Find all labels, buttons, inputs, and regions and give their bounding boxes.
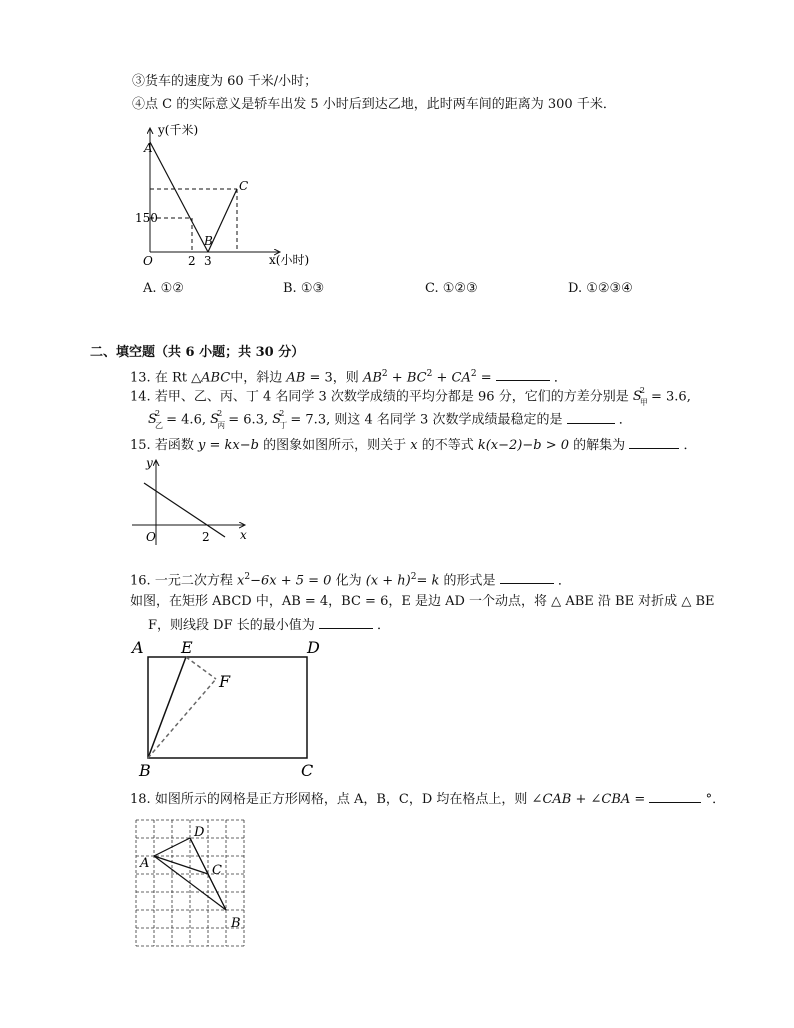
label-c: C	[301, 761, 314, 780]
answer-blank-18[interactable]	[649, 802, 701, 803]
q12-graph	[135, 122, 358, 272]
label-e: E	[181, 638, 193, 657]
label-d: D	[194, 825, 205, 840]
tick-2: 2	[188, 254, 196, 268]
tick-3: 3	[204, 254, 212, 268]
tick-2: 2	[202, 530, 210, 544]
label-c: C	[212, 863, 222, 878]
question-15: 15. 若函数 y = kx−b 的图象如图所示，则关于 x 的不等式 k(x−2)−b > 0 的解集为 ．	[130, 438, 697, 453]
option-c[interactable]: C. ①②③	[425, 281, 478, 296]
answer-blank-16[interactable]	[500, 583, 554, 584]
x-label: x(小时)	[269, 253, 310, 267]
answer-blank-13[interactable]	[496, 380, 550, 381]
question-17-line-2: F，则线段 DF 长的最小值为 ．	[148, 618, 391, 633]
segment-ef	[186, 657, 216, 679]
y-label: y(千米)	[158, 123, 199, 137]
section-title: 二、填空题（共 6 小题；共 30 分）	[90, 345, 305, 360]
question-14-line-2: S 2 乙 = 4.6, S 2 丙 = 6.3, S 2 丁 = 7.3, 则这 4 名同学 3 次数学成绩最稳定的是 ．	[148, 409, 632, 430]
label-f: F	[219, 672, 231, 691]
line-ab	[150, 142, 208, 252]
question-13: 13. 在 Rt △ABC中，斜边 AB = 3，则 $AB^2 + BC^2 + CA^2$ = ．	[130, 369, 567, 386]
point-a: A	[144, 141, 153, 155]
label-a: A	[132, 638, 144, 657]
answer-blank-17[interactable]	[319, 628, 373, 629]
segment-be	[148, 657, 186, 758]
y-label: y	[146, 456, 153, 470]
option-a[interactable]: A. ①②	[143, 281, 184, 296]
point-c: C	[239, 179, 249, 193]
q15-graph	[130, 455, 260, 550]
label-d: D	[307, 638, 320, 657]
question-17-line-1: 如图，在矩形 ABCD 中，AB = 4，BC = 6，E 是边 AD 一个动点，将 △ ABE 沿 BE 对折成 △ BE	[130, 594, 715, 609]
question-16: 16. 一元二次方程 $x^2-6x + 5 = 0$ 化为 $(x + h)^2= k$ 的形式是 ．	[130, 572, 571, 589]
label-b: B	[139, 761, 151, 780]
label-a: A	[140, 856, 150, 871]
answer-blank-14[interactable]	[567, 423, 615, 424]
q17-figure	[128, 638, 328, 783]
q18-grid-figure	[128, 812, 263, 957]
x-label: x	[240, 528, 247, 542]
segment-bf	[148, 679, 216, 758]
statement-4: ④点 C 的实际意义是轿车出发 5 小时后到达乙地，此时两车间的距离为 300 千米．	[132, 97, 616, 112]
tick-150: 150	[135, 211, 158, 225]
statement-3: ③货车的速度为 60 千米/小时；	[132, 74, 318, 89]
origin: O	[143, 254, 153, 268]
label-b: B	[231, 916, 241, 931]
question-18: 18. 如图所示的网格是正方形网格，点 A，B，C，D 均在格点上，则 ∠CAB + ∠CBA = °．	[130, 792, 726, 807]
point-b: B	[204, 234, 213, 248]
origin: O	[146, 530, 156, 544]
option-b[interactable]: B. ①③	[283, 281, 325, 296]
option-d[interactable]: D. ①②③④	[568, 281, 633, 296]
answer-blank-15[interactable]	[629, 448, 679, 449]
question-14-line-1: 14. 若甲、乙、丙、丁 4 名同学 3 次数学成绩的平均分都是 96 分，它们的方差分别是 S 2 甲 = 3.6,	[130, 386, 691, 407]
